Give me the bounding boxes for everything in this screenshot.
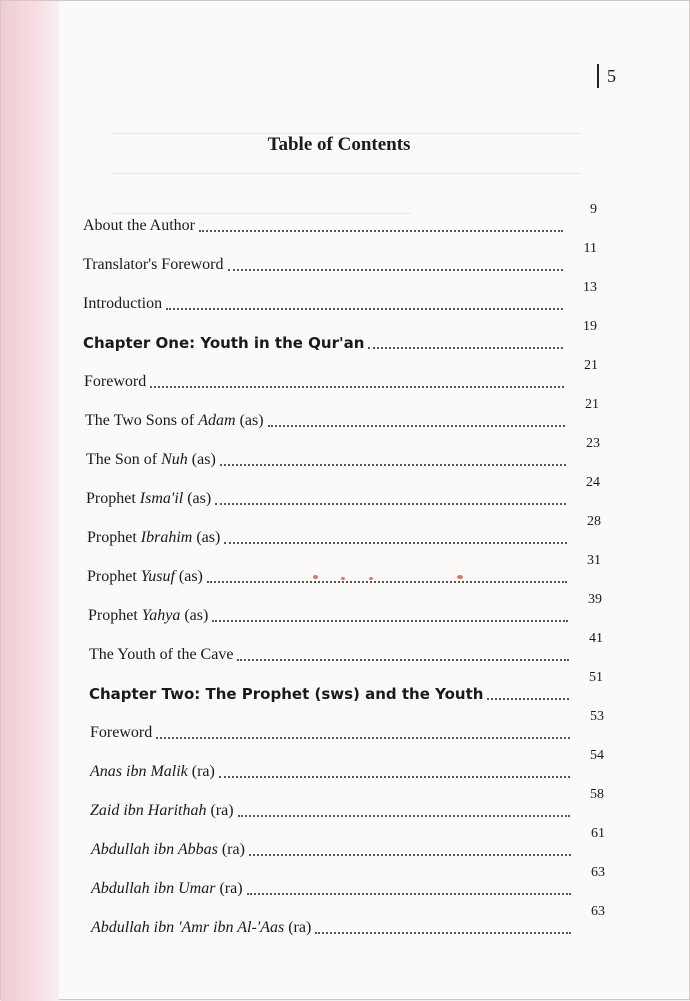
toc-entry[interactable] (87, 514, 601, 547)
page-number-rule (597, 64, 599, 88)
toc-entry-page: 13 (583, 280, 597, 295)
toc-entry[interactable] (85, 397, 599, 430)
toc-leader-dots (368, 347, 563, 349)
toc-entry-label: Translator's Foreword (83, 256, 224, 273)
toc-entry-page: 23 (586, 436, 600, 451)
toc-entry-page: 21 (585, 397, 599, 412)
toc-entry-label: Prophet Isma'il (as) (86, 490, 212, 507)
toc-entry-page: 19 (583, 319, 597, 334)
toc-entry[interactable] (86, 475, 600, 508)
toc-entry-page: 31 (587, 553, 601, 568)
toc-entry-page: 39 (588, 592, 602, 607)
toc-entry[interactable] (83, 202, 597, 235)
toc-entry-page: 24 (586, 475, 600, 490)
toc-entry-page: 9 (590, 202, 597, 217)
toc-chapter-entry[interactable] (83, 319, 597, 352)
toc-leader-dots (268, 425, 565, 427)
toc-entry-label: Abdullah ibn Abbas (ra) (91, 841, 245, 858)
toc-entry[interactable] (91, 865, 605, 898)
toc-entry-label: Foreword (84, 373, 147, 390)
toc-leader-dots (156, 737, 570, 739)
bleed-through-line (111, 119, 581, 134)
toc-entry[interactable] (83, 280, 597, 313)
toc-entry-label: About the Author (83, 217, 195, 234)
toc-entry-page: 51 (589, 670, 603, 685)
toc-entry-page: 63 (591, 904, 605, 919)
toc-entry-label: Anas ibn Malik (ra) (90, 763, 215, 780)
toc-entry-label: The Son of Nuh (as) (86, 451, 216, 468)
toc-leader-dots (215, 503, 566, 505)
page-title: Table of Contents (267, 134, 411, 155)
toc-leader-dots (238, 815, 570, 817)
toc-entry-page: 21 (584, 358, 598, 373)
toc-entry[interactable] (84, 358, 598, 391)
toc-leader-dots (228, 269, 563, 271)
toc-entry-page: 63 (591, 865, 605, 880)
toc-chapter-label: Chapter One: Youth in the Qur'an (83, 334, 365, 352)
toc-entry-page: 58 (590, 787, 604, 802)
toc-entry-label: Zaid ibn Harithah (ra) (90, 802, 234, 819)
toc-chapter-label: Chapter Two: The Prophet (sws) and the Youth (89, 685, 484, 703)
toc-leader-dots (207, 581, 567, 583)
toc-entry-page: 54 (590, 748, 604, 763)
toc-leader-dots (487, 698, 569, 700)
toc-entry-label: Abdullah ibn 'Amr ibn Al-'Aas (ra) (91, 919, 312, 936)
toc-entry[interactable] (90, 748, 604, 781)
toc-entry[interactable] (91, 904, 605, 937)
toc-entry-label: Foreword (90, 724, 153, 741)
toc-leader-dots (249, 854, 571, 856)
toc-entry[interactable] (91, 826, 605, 859)
toc-leader-dots (247, 893, 571, 895)
toc-entry-label: Introduction (83, 295, 163, 312)
toc-entry-label: The Two Sons of Adam (as) (85, 412, 264, 429)
page-number: 5 (607, 65, 616, 86)
toc-leader-dots (220, 464, 566, 466)
toc-entry[interactable] (89, 631, 603, 664)
bleed-through-line (111, 161, 581, 174)
toc-entry[interactable] (83, 241, 597, 274)
toc-leader-dots (212, 620, 568, 622)
toc-entry-page: 28 (587, 514, 601, 529)
toc-entry[interactable] (88, 592, 602, 625)
toc-entry-label: Prophet Yusuf (as) (87, 568, 203, 585)
toc-leader-dots (224, 542, 567, 544)
toc-leader-dots (150, 386, 564, 388)
toc-leader-dots (315, 932, 571, 934)
toc-entry[interactable] (86, 436, 600, 469)
toc-entry-page: 41 (589, 631, 603, 646)
toc-entry-label: Prophet Yahya (as) (88, 607, 209, 624)
toc-leader-dots (237, 659, 569, 661)
toc-entry-page: 11 (583, 241, 597, 256)
toc-entry-label: Abdullah ibn Umar (ra) (91, 880, 243, 897)
toc-leader-dots (166, 308, 563, 310)
toc-entry[interactable] (90, 787, 604, 820)
page-header (597, 63, 616, 89)
toc-entry-label: Prophet Ibrahim (as) (87, 529, 221, 546)
toc-entry-label: The Youth of the Cave (89, 646, 234, 663)
toc-entry-page: 61 (591, 826, 605, 841)
toc-entry[interactable] (87, 553, 601, 586)
toc-entry[interactable] (90, 709, 604, 742)
toc-entry-page: 53 (590, 709, 604, 724)
toc-leader-dots (219, 776, 570, 778)
toc-chapter-entry[interactable] (89, 670, 603, 703)
toc-leader-dots (199, 230, 563, 232)
